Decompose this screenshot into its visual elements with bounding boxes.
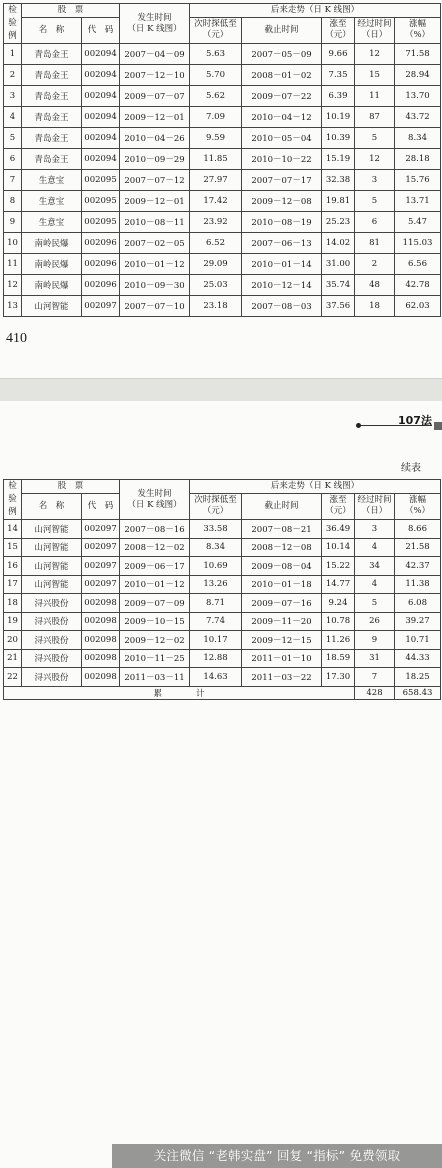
occur-date: 2010－01－12 bbox=[120, 575, 190, 594]
occur-date: 2007－04－09 bbox=[120, 44, 190, 65]
end-date: 2009－08－04 bbox=[242, 557, 322, 576]
trend-header: 后来走势（日 K 线图） bbox=[190, 480, 441, 494]
stock-name: 青岛金王 bbox=[22, 128, 82, 149]
stock-table-bottom bbox=[3, 479, 441, 700]
rise-to: 14.77 bbox=[322, 575, 355, 594]
occur-time-label: 发生时间 bbox=[137, 12, 172, 23]
occur-date: 2009－12－01 bbox=[120, 191, 190, 212]
occur-date: 2007－07－12 bbox=[120, 170, 190, 191]
rise-to-unit: （元） bbox=[325, 30, 351, 41]
case-number: 18 bbox=[4, 594, 22, 613]
rise-to: 36.49 bbox=[322, 520, 355, 539]
case-number: 7 bbox=[4, 170, 22, 191]
stock-name: 浔兴股份 bbox=[22, 594, 82, 613]
rise-to: 14.02 bbox=[322, 233, 355, 254]
case-number: 11 bbox=[4, 254, 22, 275]
occur-date: 2007－12－10 bbox=[120, 65, 190, 86]
days-unit: （日） bbox=[361, 506, 388, 517]
days-elapsed: 12 bbox=[355, 149, 395, 170]
days-elapsed: 5 bbox=[355, 191, 395, 212]
low-price: 7.74 bbox=[190, 612, 242, 631]
table-row bbox=[4, 233, 441, 254]
rise-to: 17.30 bbox=[322, 668, 355, 687]
days-elapsed: 18 bbox=[355, 296, 395, 317]
low-price: 17.42 bbox=[190, 191, 242, 212]
end-date: 2009－11－20 bbox=[242, 612, 322, 631]
case-number: 19 bbox=[4, 612, 22, 631]
table-row bbox=[4, 170, 441, 191]
stock-name: 浔兴股份 bbox=[22, 649, 82, 668]
case-number: 4 bbox=[4, 107, 22, 128]
days-unit: （日） bbox=[361, 30, 388, 41]
low-price: 8.71 bbox=[190, 594, 242, 613]
stock-code: 002097 bbox=[82, 520, 120, 539]
end-date: 2010－05－04 bbox=[242, 128, 322, 149]
table-row bbox=[4, 612, 441, 631]
stock-code: 002097 bbox=[82, 296, 120, 317]
stock-table-top bbox=[3, 3, 441, 317]
page-bottom bbox=[0, 401, 442, 1163]
gain-percent: 13.71 bbox=[395, 191, 441, 212]
stock-name: 南岭民爆 bbox=[22, 254, 82, 275]
case-number: 15 bbox=[4, 538, 22, 557]
low-price: 29.09 bbox=[190, 254, 242, 275]
rise-to: 11.26 bbox=[322, 631, 355, 650]
table-row bbox=[4, 557, 441, 576]
gain-percent: 39.27 bbox=[395, 612, 441, 631]
end-date: 2008－01－02 bbox=[242, 65, 322, 86]
stock-header: 股 票 bbox=[22, 480, 120, 494]
stock-code: 002098 bbox=[82, 631, 120, 650]
stock-code: 002098 bbox=[82, 668, 120, 687]
end-date: 2010－12－14 bbox=[242, 275, 322, 296]
occur-date: 2010－08－11 bbox=[120, 212, 190, 233]
table-row bbox=[4, 86, 441, 107]
rise-to: 32.38 bbox=[322, 170, 355, 191]
low-price-header bbox=[190, 493, 242, 519]
end-date: 2010－01－14 bbox=[242, 254, 322, 275]
running-head-text: 107法 bbox=[398, 414, 432, 427]
table-row bbox=[4, 538, 441, 557]
rise-to: 10.39 bbox=[322, 128, 355, 149]
watermark-banner: 关注微信 “老韩实盘” 回复 “指标” 免费领取 bbox=[112, 1144, 442, 1168]
low-price: 6.52 bbox=[190, 233, 242, 254]
col-case-header: 检验例 bbox=[4, 4, 22, 44]
gain-percent: 43.72 bbox=[395, 107, 441, 128]
running-head-dot bbox=[356, 423, 361, 428]
stock-header: 股 票 bbox=[22, 4, 120, 18]
running-head-marker bbox=[434, 422, 442, 430]
days-elapsed: 12 bbox=[355, 44, 395, 65]
total-gain: 658.43 bbox=[395, 686, 441, 699]
end-time-header: 截止时间 bbox=[242, 17, 322, 43]
end-date: 2010－10－22 bbox=[242, 149, 322, 170]
table-top-body bbox=[4, 44, 441, 317]
end-date: 2010－08－19 bbox=[242, 212, 322, 233]
end-date: 2009－12－15 bbox=[242, 631, 322, 650]
low-price: 27.97 bbox=[190, 170, 242, 191]
occur-time-sub: （日 K 线图） bbox=[127, 499, 182, 510]
name-header: 名 称 bbox=[22, 17, 82, 43]
table-row bbox=[4, 631, 441, 650]
occur-date: 2009－12－01 bbox=[120, 107, 190, 128]
stock-name: 南岭民爆 bbox=[22, 233, 82, 254]
stock-name: 青岛金王 bbox=[22, 86, 82, 107]
table-row bbox=[4, 65, 441, 86]
trend-header: 后来走势（日 K 线图） bbox=[190, 4, 441, 18]
days-elapsed: 87 bbox=[355, 107, 395, 128]
occur-time-label: 发生时间 bbox=[137, 488, 172, 499]
low-price: 5.62 bbox=[190, 86, 242, 107]
days-elapsed: 81 bbox=[355, 233, 395, 254]
low-price: 23.92 bbox=[190, 212, 242, 233]
occur-time-sub: （日 K 线图） bbox=[127, 23, 182, 34]
low-price-header bbox=[190, 17, 242, 43]
table-row bbox=[4, 212, 441, 233]
stock-code: 002095 bbox=[82, 170, 120, 191]
days-label: 经过时间 bbox=[357, 495, 392, 506]
days-header bbox=[355, 17, 395, 43]
col-case-header: 检验例 bbox=[4, 480, 22, 520]
gain-percent: 42.37 bbox=[395, 557, 441, 576]
stock-code: 002098 bbox=[82, 612, 120, 631]
stock-name: 青岛金王 bbox=[22, 44, 82, 65]
end-date: 2011－01－10 bbox=[242, 649, 322, 668]
case-number: 1 bbox=[4, 44, 22, 65]
days-elapsed: 34 bbox=[355, 557, 395, 576]
occur-date: 2007－07－10 bbox=[120, 296, 190, 317]
days-elapsed: 3 bbox=[355, 170, 395, 191]
total-label: 累 计 bbox=[4, 686, 355, 699]
low-price: 5.70 bbox=[190, 65, 242, 86]
page-number: 410 bbox=[6, 331, 27, 346]
stock-code: 002095 bbox=[82, 191, 120, 212]
gain-percent: 18.25 bbox=[395, 668, 441, 687]
rise-to-label: 涨至 bbox=[329, 19, 347, 30]
case-number: 14 bbox=[4, 520, 22, 539]
stock-code: 002095 bbox=[82, 212, 120, 233]
days-elapsed: 9 bbox=[355, 631, 395, 650]
stock-code: 002094 bbox=[82, 128, 120, 149]
table-row bbox=[4, 128, 441, 149]
table-row bbox=[4, 191, 441, 212]
end-date: 2010－01－18 bbox=[242, 575, 322, 594]
days-header bbox=[355, 493, 395, 519]
case-number: 16 bbox=[4, 557, 22, 576]
rise-to: 15.22 bbox=[322, 557, 355, 576]
low-price-label: 次时探低至 bbox=[194, 495, 237, 506]
occur-date: 2010－01－12 bbox=[120, 254, 190, 275]
table-row bbox=[4, 296, 441, 317]
rise-to: 6.39 bbox=[322, 86, 355, 107]
stock-code: 002097 bbox=[82, 575, 120, 594]
low-price: 23.18 bbox=[190, 296, 242, 317]
gain-percent: 28.18 bbox=[395, 149, 441, 170]
gain-percent: 115.03 bbox=[395, 233, 441, 254]
stock-name: 生意宝 bbox=[22, 191, 82, 212]
rise-to: 10.14 bbox=[322, 538, 355, 557]
rise-to-label: 涨至 bbox=[329, 495, 347, 506]
gain-label: 涨幅 bbox=[409, 19, 427, 30]
low-price-unit: （元） bbox=[202, 506, 229, 517]
stock-name: 南岭民爆 bbox=[22, 275, 82, 296]
rise-to: 15.19 bbox=[322, 149, 355, 170]
stock-code: 002096 bbox=[82, 275, 120, 296]
days-elapsed: 11 bbox=[355, 86, 395, 107]
gain-unit: （%） bbox=[404, 30, 431, 41]
occur-date: 2008－12－02 bbox=[120, 538, 190, 557]
gain-percent: 62.03 bbox=[395, 296, 441, 317]
stock-name: 山河智能 bbox=[22, 520, 82, 539]
gain-label: 涨幅 bbox=[409, 495, 427, 506]
occur-time-header bbox=[120, 4, 190, 44]
days-elapsed: 5 bbox=[355, 594, 395, 613]
occur-date: 2007－02－05 bbox=[120, 233, 190, 254]
stock-code: 002096 bbox=[82, 254, 120, 275]
stock-name: 山河智能 bbox=[22, 538, 82, 557]
end-date: 2007－08－21 bbox=[242, 520, 322, 539]
low-price-label: 次时探低至 bbox=[194, 19, 237, 30]
gain-percent: 5.47 bbox=[395, 212, 441, 233]
occur-date: 2009－07－07 bbox=[120, 86, 190, 107]
rise-to: 37.56 bbox=[322, 296, 355, 317]
gain-percent: 42.78 bbox=[395, 275, 441, 296]
case-number: 22 bbox=[4, 668, 22, 687]
rise-to: 31.00 bbox=[322, 254, 355, 275]
stock-code: 002097 bbox=[82, 538, 120, 557]
stock-code: 002097 bbox=[82, 557, 120, 576]
end-date: 2007－05－09 bbox=[242, 44, 322, 65]
days-elapsed: 15 bbox=[355, 65, 395, 86]
rise-to: 9.66 bbox=[322, 44, 355, 65]
occur-date: 2007－08－16 bbox=[120, 520, 190, 539]
low-price: 7.09 bbox=[190, 107, 242, 128]
gain-header bbox=[395, 17, 441, 43]
days-elapsed: 48 bbox=[355, 275, 395, 296]
low-price: 10.17 bbox=[190, 631, 242, 650]
occur-date: 2009－10－15 bbox=[120, 612, 190, 631]
stock-name: 浔兴股份 bbox=[22, 612, 82, 631]
gain-percent: 8.66 bbox=[395, 520, 441, 539]
table-bottom-body bbox=[4, 520, 441, 687]
occur-date: 2010－09－30 bbox=[120, 275, 190, 296]
case-number: 8 bbox=[4, 191, 22, 212]
gain-percent: 15.76 bbox=[395, 170, 441, 191]
total-days: 428 bbox=[355, 686, 395, 699]
occur-date: 2010－09－29 bbox=[120, 149, 190, 170]
table-row bbox=[4, 107, 441, 128]
stock-name: 青岛金王 bbox=[22, 149, 82, 170]
case-number: 20 bbox=[4, 631, 22, 650]
days-elapsed: 3 bbox=[355, 520, 395, 539]
end-date: 2010－04－12 bbox=[242, 107, 322, 128]
end-date: 2007－08－03 bbox=[242, 296, 322, 317]
case-number: 5 bbox=[4, 128, 22, 149]
continued-label: 续表 bbox=[401, 463, 421, 474]
occur-date: 2011－03－11 bbox=[120, 668, 190, 687]
page-gap bbox=[0, 378, 442, 402]
stock-name: 浔兴股份 bbox=[22, 668, 82, 687]
days-elapsed: 6 bbox=[355, 212, 395, 233]
table-row bbox=[4, 594, 441, 613]
stock-name: 生意宝 bbox=[22, 170, 82, 191]
stock-code: 002094 bbox=[82, 86, 120, 107]
low-price: 14.63 bbox=[190, 668, 242, 687]
gain-header bbox=[395, 493, 441, 519]
stock-code: 002098 bbox=[82, 594, 120, 613]
end-date: 2009－12－08 bbox=[242, 191, 322, 212]
gain-percent: 71.58 bbox=[395, 44, 441, 65]
case-number: 21 bbox=[4, 649, 22, 668]
stock-code: 002094 bbox=[82, 107, 120, 128]
low-price: 11.85 bbox=[190, 149, 242, 170]
gain-percent: 10.71 bbox=[395, 631, 441, 650]
low-price: 9.59 bbox=[190, 128, 242, 149]
end-date: 2008－12－08 bbox=[242, 538, 322, 557]
occur-date: 2009－07－09 bbox=[120, 594, 190, 613]
low-price-unit: （元） bbox=[202, 30, 229, 41]
gain-percent: 11.38 bbox=[395, 575, 441, 594]
gain-percent: 44.33 bbox=[395, 649, 441, 668]
end-date: 2009－07－22 bbox=[242, 86, 322, 107]
case-number: 2 bbox=[4, 65, 22, 86]
gain-unit: （%） bbox=[404, 506, 431, 517]
rise-to-unit: （元） bbox=[325, 506, 351, 517]
low-price: 25.03 bbox=[190, 275, 242, 296]
stock-code: 002094 bbox=[82, 65, 120, 86]
occur-date: 2009－06－17 bbox=[120, 557, 190, 576]
occur-date: 2010－11－25 bbox=[120, 649, 190, 668]
stock-code: 002094 bbox=[82, 44, 120, 65]
occur-date: 2009－12－02 bbox=[120, 631, 190, 650]
table-row bbox=[4, 649, 441, 668]
stock-name: 青岛金王 bbox=[22, 65, 82, 86]
rise-to: 25.23 bbox=[322, 212, 355, 233]
case-number: 9 bbox=[4, 212, 22, 233]
table-row bbox=[4, 668, 441, 687]
days-elapsed: 2 bbox=[355, 254, 395, 275]
stock-name: 浔兴股份 bbox=[22, 631, 82, 650]
gain-percent: 6.56 bbox=[395, 254, 441, 275]
rise-to: 18.59 bbox=[322, 649, 355, 668]
rise-to: 10.78 bbox=[322, 612, 355, 631]
low-price: 12.88 bbox=[190, 649, 242, 668]
low-price: 33.58 bbox=[190, 520, 242, 539]
end-date: 2011－03－22 bbox=[242, 668, 322, 687]
table-row bbox=[4, 44, 441, 65]
end-date: 2007－06－13 bbox=[242, 233, 322, 254]
days-elapsed: 4 bbox=[355, 575, 395, 594]
days-elapsed: 31 bbox=[355, 649, 395, 668]
gain-percent: 8.34 bbox=[395, 128, 441, 149]
stock-code: 002096 bbox=[82, 233, 120, 254]
case-number: 10 bbox=[4, 233, 22, 254]
table-row bbox=[4, 275, 441, 296]
occur-time-header bbox=[120, 480, 190, 520]
table-row bbox=[4, 575, 441, 594]
end-date: 2009－07－16 bbox=[242, 594, 322, 613]
stock-name: 青岛金王 bbox=[22, 107, 82, 128]
gain-percent: 6.08 bbox=[395, 594, 441, 613]
end-time-header: 截止时间 bbox=[242, 493, 322, 519]
gain-percent: 21.58 bbox=[395, 538, 441, 557]
end-date: 2007－07－17 bbox=[242, 170, 322, 191]
code-header: 代 码 bbox=[82, 493, 120, 519]
low-price: 10.69 bbox=[190, 557, 242, 576]
running-head bbox=[356, 413, 442, 437]
days-elapsed: 5 bbox=[355, 128, 395, 149]
name-header: 名 称 bbox=[22, 493, 82, 519]
low-price: 8.34 bbox=[190, 538, 242, 557]
rise-to-header bbox=[322, 17, 355, 43]
case-number: 6 bbox=[4, 149, 22, 170]
case-number: 3 bbox=[4, 86, 22, 107]
occur-date: 2010－04－26 bbox=[120, 128, 190, 149]
days-label: 经过时间 bbox=[357, 19, 392, 30]
case-number: 13 bbox=[4, 296, 22, 317]
page-top bbox=[0, 0, 442, 378]
days-elapsed: 26 bbox=[355, 612, 395, 631]
stock-name: 山河智能 bbox=[22, 557, 82, 576]
gain-percent: 13.70 bbox=[395, 86, 441, 107]
low-price: 5.63 bbox=[190, 44, 242, 65]
rise-to-header bbox=[322, 493, 355, 519]
stock-name: 山河智能 bbox=[22, 575, 82, 594]
days-elapsed: 7 bbox=[355, 668, 395, 687]
stock-name: 山河智能 bbox=[22, 296, 82, 317]
stock-code: 002094 bbox=[82, 149, 120, 170]
rise-to: 19.81 bbox=[322, 191, 355, 212]
low-price: 13.26 bbox=[190, 575, 242, 594]
days-elapsed: 4 bbox=[355, 538, 395, 557]
table-row bbox=[4, 254, 441, 275]
rise-to: 9.24 bbox=[322, 594, 355, 613]
rise-to: 10.19 bbox=[322, 107, 355, 128]
stock-code: 002098 bbox=[82, 649, 120, 668]
code-header: 代 码 bbox=[82, 17, 120, 43]
gain-percent: 28.94 bbox=[395, 65, 441, 86]
case-number: 17 bbox=[4, 575, 22, 594]
rise-to: 35.74 bbox=[322, 275, 355, 296]
rise-to: 7.35 bbox=[322, 65, 355, 86]
stock-name: 生意宝 bbox=[22, 212, 82, 233]
table-row bbox=[4, 520, 441, 539]
case-number: 12 bbox=[4, 275, 22, 296]
table-row bbox=[4, 149, 441, 170]
